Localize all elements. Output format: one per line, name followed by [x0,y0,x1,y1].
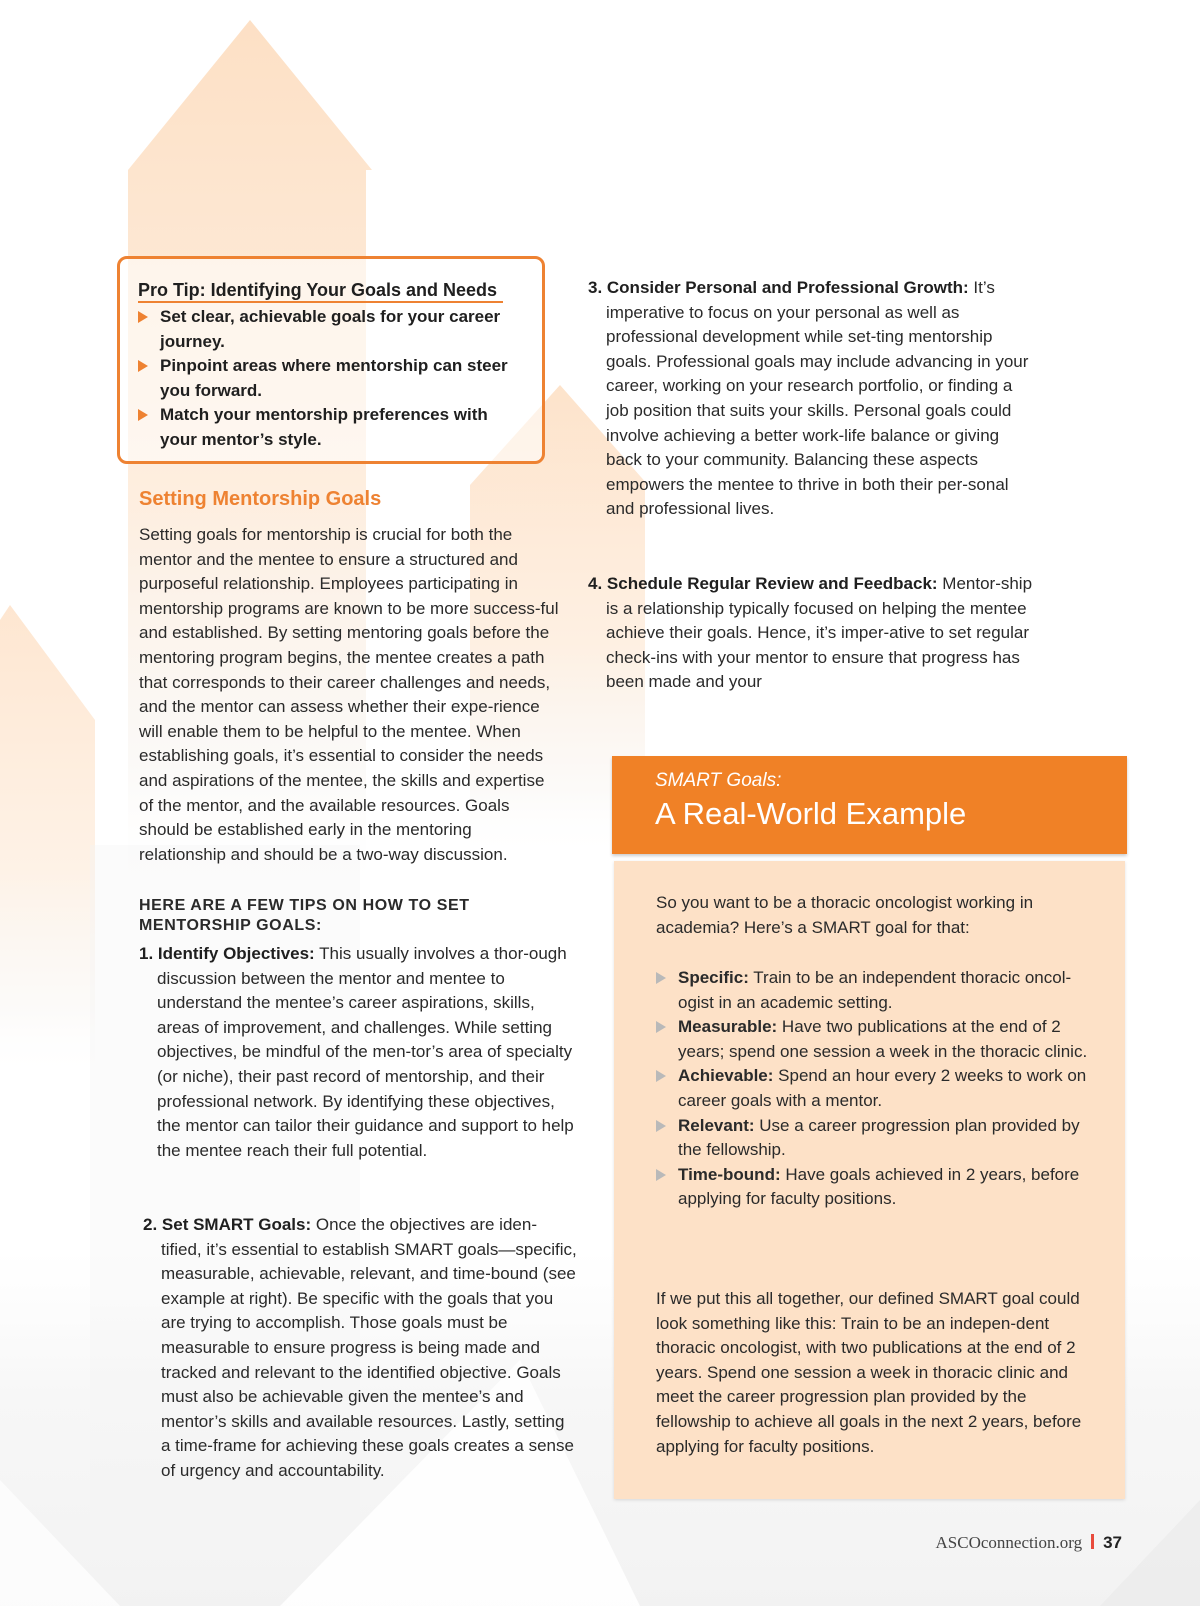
smart-list [656,966,1106,1212]
tip-item-4: 4. Schedule Regular Review and Feedback: Mentor-ship is a relationship typically focused on helping the mentee achieve their goals. Hence, it’s imper-ative to set regular check-ins with your mentor to ensure that progress has been made and your [588,574,1033,692]
smart-list-item: Achievable: Spend an hour every 2 weeks to work on career goals with a mentor. [656,1064,1106,1113]
smart-subtitle: SMART Goals: [655,770,782,791]
smart-example-box [614,861,1125,1499]
smart-list-item: Measurable: Have two publications at the end of 2 years; spend one session a week in the thoracic clinic. [656,1015,1106,1064]
triangle-bullet-icon [656,1021,666,1033]
pro-tip-item: Set clear, achievable goals for your career journey. [138,305,528,354]
pro-tip-item: Match your mentorship preferences with your mentor’s style. [138,403,528,452]
pro-tip-title: Pro Tip: Identifying Your Goals and Needs [138,279,503,303]
tip-item-1: 1. Identify Objectives: This usually involves a thor-ough discussion between the mentor and mentee to understand the mentee’s career aspirations, skills, areas of improvement, and challenges. While setting objectives, be mindful of the men-tor’s area of specialty (or niche), their past record of mentorship, and their professional network. By identifying these objectives, the mentor can tailor their guidance and support to help the mentee reach their full potential. [139,944,574,1160]
tips-heading: HERE ARE A FEW TIPS ON HOW TO SET MENTORSHIP GOALS: [139,897,470,934]
smart-header-box [612,756,1127,854]
smart-conclusion: If we put this all together, our defined SMART goal could look something like this: Train to be an indepen-dent thoracic oncologist, with two publications at the end of 2 years. Spend one session a week in thoracic clinic and meet the career progression plan provided by the fellowship to achieve all goals in the next 2 years, before applying for faculty positions. [656,1289,1082,1456]
triangle-bullet-icon [138,360,148,372]
triangle-bullet-icon [138,311,148,323]
smart-list-item: Specific: Train to be an independent thoracic oncol-ogist in an academic setting. [656,966,1106,1015]
triangle-bullet-icon [656,1169,666,1181]
setting-goals-paragraph: Setting goals for mentorship is crucial for both the mentor and the mentee to ensure a structured and purposeful relationship. Employees participating in mentorship programs are known to be more success-ful and established. By setting mentoring goals before the mentoring program begins, the mentee creates a path that corresponds to their career challenges and needs, and the mentor can assess whether their expe-rience will enable them to be helpful to the mentee. When establishing goals, it’s essential to consider the needs and aspirations of the mentee, the skills and expertise of the mentor, and the available resources. Goals should be established early in the mentoring relationship and should be a two-way discussion. [139,525,559,864]
tip-item-2: 2. Set SMART Goals: Once the objectives are iden-tified, it’s essential to establish SMART goals—specific, measurable, achievable, relevant, and time-bound (see example at right). Be specific with the goals that you are trying to accomplish. Those goals must be measurable to ensure progress is being made and tracked and relevant to the identified objective. Goals must also be achievable given the mentee’s and mentor’s skills and available resources. Lastly, setting a time-frame for achieving these goals creates a sense of urgency and accountability. [143,1215,577,1480]
smart-list-item: Time-bound: Have goals achieved in 2 years, before applying for faculty positions. [656,1163,1106,1212]
triangle-bullet-icon [656,1120,666,1132]
section-title: Setting Mentorship Goals [139,488,382,510]
pro-tip-list [138,305,528,453]
footer-site-link[interactable]: ASCOconnection.org [935,1533,1083,1552]
smart-title: A Real-World Example [655,796,967,831]
smart-list-item: Relevant: Use a career progression plan provided by the fellowship. [656,1114,1106,1163]
page-number: 37 [1103,1533,1122,1552]
triangle-bullet-icon [656,972,666,984]
page-footer [936,1533,1122,1553]
footer-divider [1091,1534,1094,1549]
smart-intro: So you want to be a thoracic oncologist working in academia? Here’s a SMART goal for that: [656,893,1034,937]
pro-tip-box [117,256,545,464]
triangle-bullet-icon [138,409,148,421]
tip-item-3: 3. Consider Personal and Professional Growth: It’s imperative to focus on your personal as well as professional development while set-ting mentorship goals. Professional goals may include advancing in your career, working on your research portfolio, or finding a job position that suits your skills. Personal goals could involve achieving a better work-life balance or giving back to your community. Balancing these aspects empowers the mentee to thrive in both their per-sonal and professional lives. [588,278,1029,519]
pro-tip-item: Pinpoint areas where mentorship can steer you forward. [138,354,528,403]
triangle-bullet-icon [656,1070,666,1082]
